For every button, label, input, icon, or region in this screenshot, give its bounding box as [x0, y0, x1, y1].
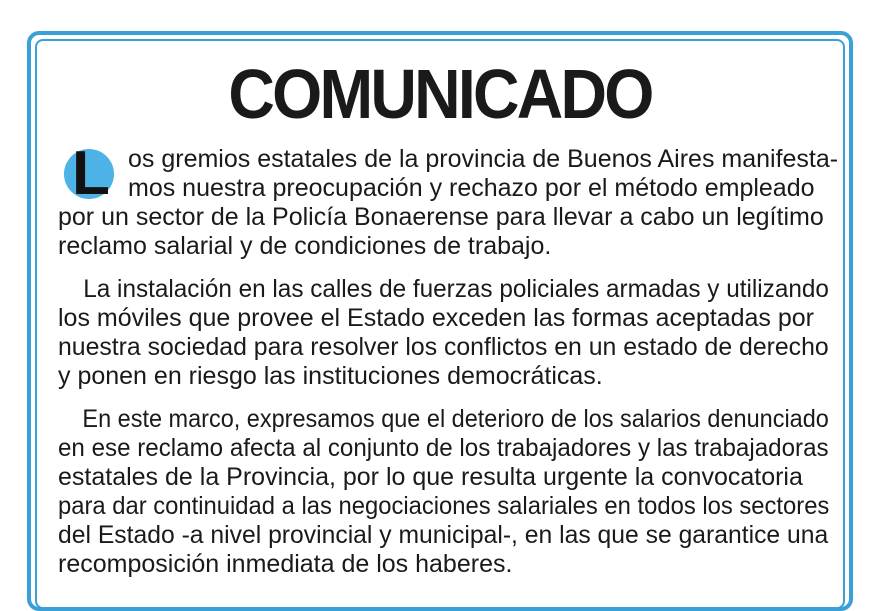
- text-line: estatales de la Provincia, por lo que resulta urgente la convocatoria: [58, 463, 803, 491]
- drop-cap-letter: L: [72, 139, 110, 208]
- text-line: en ese reclamo afecta al conjunto de los trabajadores y las trabajadoras: [58, 434, 829, 462]
- text-line: por un sector de la Policía Bonaerense para llevar a cabo un legítimo: [58, 203, 824, 231]
- text-line: reclamo salarial y de condiciones de trabajo.: [58, 232, 552, 260]
- text-line: del Estado -a nivel provincial y municipal-, en las que se garantice una: [58, 521, 829, 549]
- paragraph-2: [58, 275, 829, 391]
- text-line: La instalación en las calles de fuerzas policiales armadas y utilizando: [83, 275, 829, 303]
- text-line: nuestra sociedad para resolver los conflictos en un estado de derecho: [58, 333, 829, 361]
- announcement-body: [58, 139, 839, 593]
- drop-cap: [58, 139, 122, 208]
- text-line: los móviles que provee el Estado exceden las formas aceptadas por: [58, 304, 814, 332]
- text-line: En este marco, expresamos que el deterioro de los salarios denunciado: [82, 405, 829, 433]
- paragraph-1: [58, 139, 839, 261]
- text-line: para dar continuidad a las negociaciones salariales en todos los sectores: [58, 492, 830, 520]
- text-line: recomposición inmediata de los haberes.: [58, 550, 513, 578]
- paragraph-3: [58, 405, 829, 579]
- text-line: y ponen en riesgo las instituciones democráticas.: [58, 362, 603, 390]
- announcement-title: COMUNICADO: [228, 55, 652, 133]
- text-line: os gremios estatales de la provincia de Buenos Aires manifesta-: [128, 145, 839, 173]
- text-line: mos nuestra preocupación y rechazo por el método empleado: [128, 174, 815, 202]
